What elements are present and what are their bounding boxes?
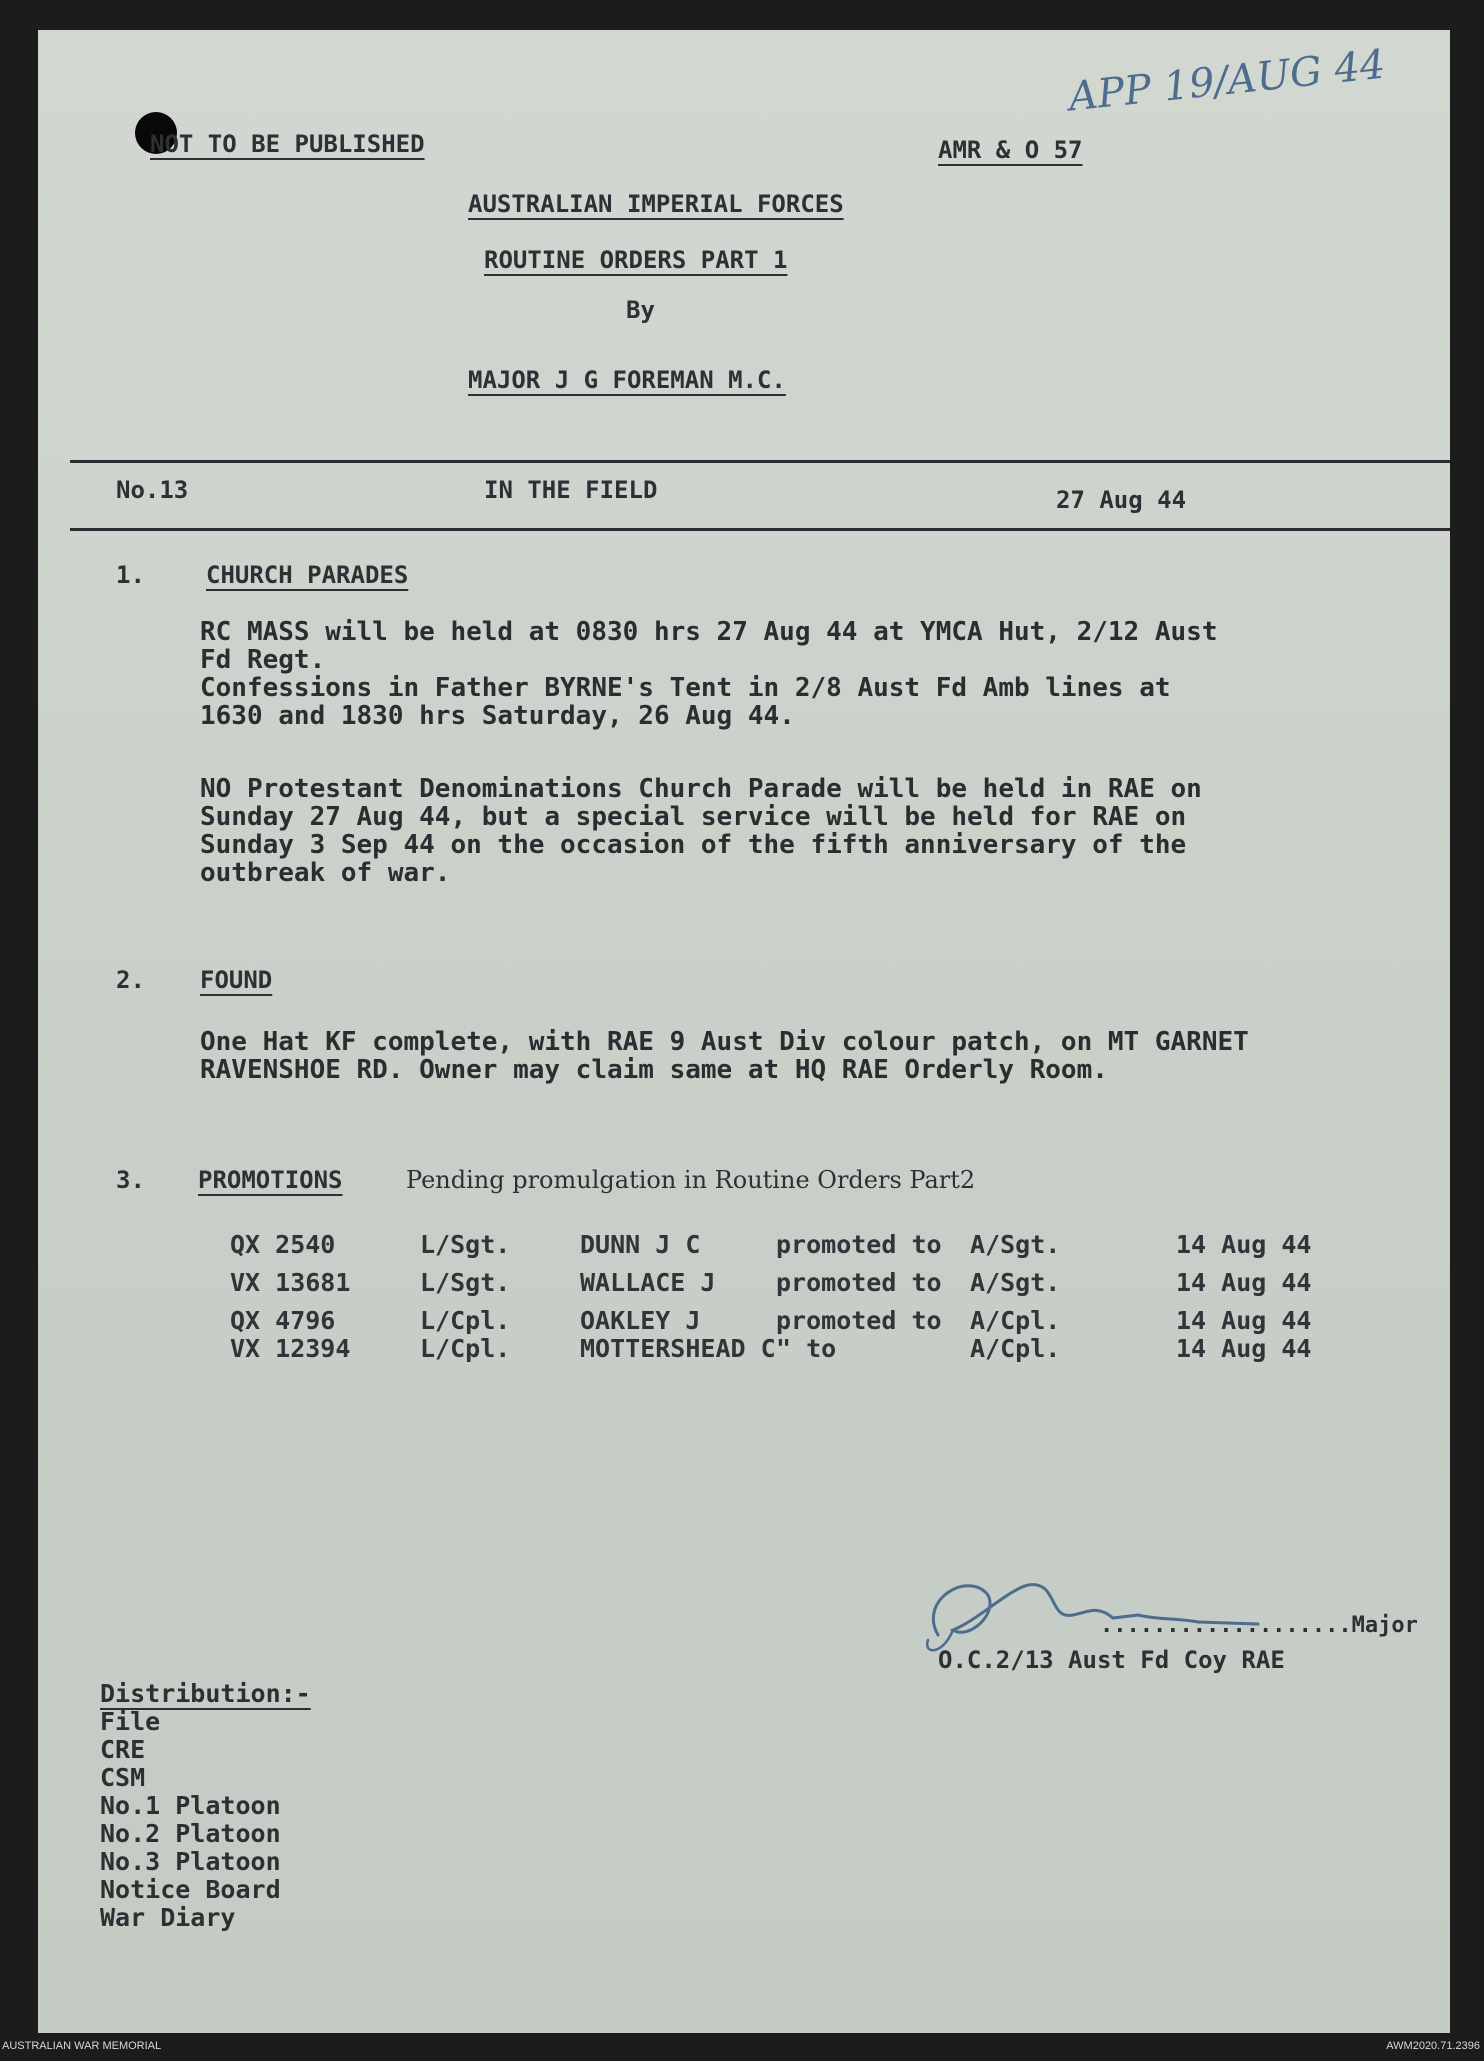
section-paragraph: NO Protestant Denominations Church Parade will be held in RAE on Sunday 27 Aug 44, but a special service will be held for RAE on Sunday 3 Sep 44 on the occasion of the fifth anniversary of the outbreak of war. xyxy=(200,774,1202,888)
issuing-officer: MAJOR J G FOREMAN M.C. xyxy=(468,366,786,394)
section-heading: PROMOTIONS xyxy=(198,1166,343,1194)
distribution-item: War Diary xyxy=(100,1903,236,1932)
document-page xyxy=(38,30,1450,2033)
document-title: ROUTINE ORDERS PART 1 xyxy=(484,246,788,274)
distribution-item: No.1 Platoon xyxy=(100,1791,281,1820)
distribution-item: CRE xyxy=(100,1735,146,1764)
distribution-item: File xyxy=(100,1707,161,1736)
order-location: IN THE FIELD xyxy=(484,476,658,504)
distribution-list xyxy=(100,1680,311,1932)
order-number: No.13 xyxy=(116,476,189,504)
footer-left: AUSTRALIAN WAR MEMORIAL xyxy=(2,2040,162,2052)
section-paragraph: One Hat KF complete, with RAE 9 Aust Div colour patch, on MT GARNET RAVENSHOE RD. Owner may claim same at HQ RAE Orderly Room. xyxy=(200,1027,1249,1085)
section-heading: FOUND xyxy=(200,966,273,994)
reference-number: AMR & O 57 xyxy=(938,136,1083,164)
section-number: 1. xyxy=(116,561,145,589)
distribution-item: No.3 Platoon xyxy=(100,1847,281,1876)
distribution-item: Notice Board xyxy=(100,1875,281,1904)
signature-block: O.C.2/13 Aust Fd Coy RAE xyxy=(938,1646,1285,1674)
distribution-title: Distribution:- xyxy=(100,1679,311,1708)
order-date: 27 Aug 44 xyxy=(1056,486,1187,514)
section-heading: CHURCH PARADES xyxy=(206,561,409,589)
org-heading: AUSTRALIAN IMPERIAL FORCES xyxy=(468,190,844,218)
section-number: 2. xyxy=(116,966,145,994)
promotion-row: QX 2540 L/Sgt. DUNN J C promoted to A/Sgt. 14 Aug 44 xyxy=(230,1230,1312,1259)
top-rule xyxy=(70,460,1450,463)
section-subheading: Pending promulgation in Routine Orders Part2 xyxy=(406,1166,976,1194)
bottom-rule xyxy=(70,528,1450,531)
footer-right: AWM2020.71.2396 xyxy=(1386,2040,1480,2052)
distribution-item: CSM xyxy=(100,1763,146,1792)
signature-dots: ...................Major xyxy=(1100,1613,1418,1638)
classification-label: NOT TO BE PUBLISHED xyxy=(150,130,425,158)
promotion-row: VX 12394 L/Cpl. MOTTERSHEAD C " to A/Cpl. 14 Aug 44 xyxy=(230,1334,1312,1363)
section-paragraph: RC MASS will be held at 0830 hrs 27 Aug 44 at YMCA Hut, 2/12 Aust Fd Regt. Confessions in Father BYRNE's Tent in 2/8 Aust Fd Amb lines at 1630 and 1830 hrs Saturday, 26 Aug 44. xyxy=(200,617,1218,731)
promotion-row: VX 13681 L/Sgt. WALLACE J promoted to A/Sgt. 14 Aug 44 xyxy=(230,1268,1312,1297)
section-number: 3. xyxy=(116,1166,145,1194)
promotion-row: QX 4796 L/Cpl. OAKLEY J promoted to A/Cpl. 14 Aug 44 xyxy=(230,1306,1312,1335)
by-label: By xyxy=(626,296,655,324)
distribution-item: No.2 Platoon xyxy=(100,1819,281,1848)
handwritten-annotation: APP 19/AUG 44 xyxy=(1066,41,1388,121)
